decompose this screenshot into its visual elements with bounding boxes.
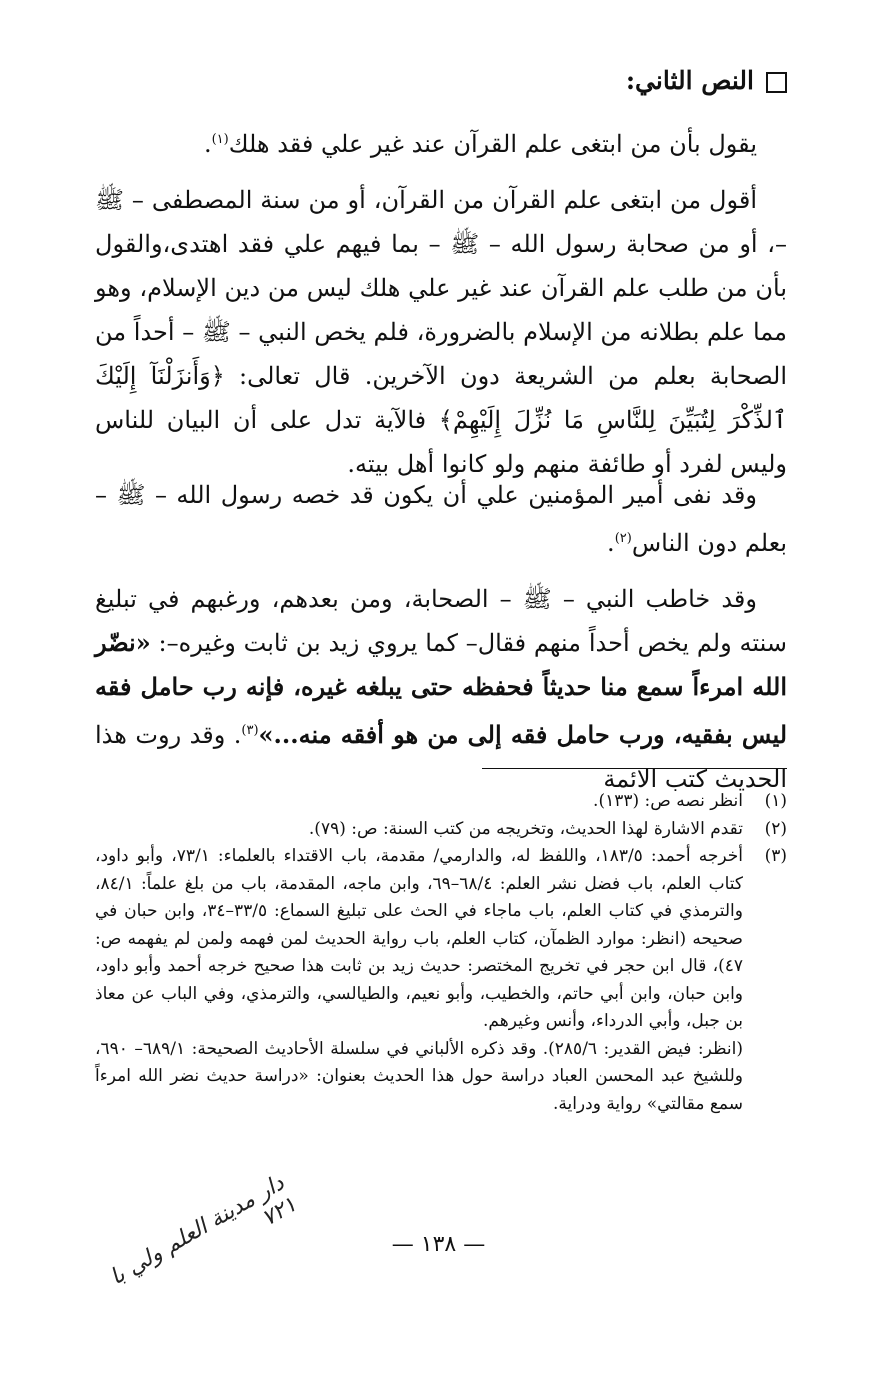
footnote-ref-1: (١)	[211, 132, 229, 147]
footnote-2	[95, 816, 787, 844]
paragraph-4-text-a: وقد خاطب النبي – ﷺ – الصحابة، ومن بعدهم، ورغبهم في تبليغ سنته ولم يخص أحداً منهم فقال– كما يروي زيد بن ثابت وغيره–:	[95, 585, 787, 657]
footnote-text: انظر نصه ص: (١٣٣).	[593, 791, 743, 811]
paragraph-4-text-b: . وقد روت هذا الحديث كتب الائمة	[95, 721, 787, 793]
footnote-3-continued: (انظر: فيض القدير: ٢٨٥/٦). وقد ذكره الألباني في سلسلة الأحاديث الصحيحة: ٦٨٩/١– ٦٩٠، وللشيخ عبد المحسن العباد دراسة حول هذا الحديث بعنوان: «دراسة حديث نضر الله امرءاً سمع مقالتي» رواية ودراية.	[95, 1038, 743, 1114]
footnote-number: (٢)	[764, 818, 787, 839]
paragraph-3-text: وقد نفى أمير المؤمنين علي أن يكون قد خصه رسول الله – ﷺ – بعلم دون الناس	[95, 481, 787, 557]
footnotes	[95, 788, 787, 1118]
footnote-1	[95, 788, 787, 816]
paragraph-2-text: أقول من ابتغى علم القرآن من القرآن، أو من سنة المصطفى – ﷺ –، أو من صحابة رسول الله – ﷺ – بما فيهم علي فقد اهتدى،والقول بأن من طلب علم القرآن عند غير علي هلك ليس من دين الإسلام، وهو مما علم بطلانه من الإسلام بالضرورة، فلم يخص النبي – ﷺ – أحداً من الصحابة بعلم من الشريعة دون الآخرين. قال تعالى: ﴿وَأَنزَلْنَآ إِلَيْكَ ٱلذِّكْرَ لِتُبَيِّنَ لِلنَّاسِ مَا نُزِّلَ إِلَيْهِمْ﴾ فالآية تدل على أن البيان للناس وليس لفرد أو طائفة منهم ولو كانوا أهل بيته.	[95, 186, 788, 478]
checkbox-square-icon	[766, 72, 787, 93]
paragraph-1: يقول بأن من ابتغى علم القرآن عند غير علي فقد هلك$^{(١)}$.	[203, 130, 757, 158]
footnote-text: أخرجه أحمد: ١٨٣/٥، واللفظ له، والدارمي/ مقدمة، باب الاقتداء بالعلماء: ٧٣/١، وأبو داود، كتاب العلم، باب فضل نشر العلم: ٦٨/٤–٦٩، وابن ماجه، المقدمة، باب من بلغ علماً: ٨٤/١، والترمذي في كتاب العلم، باب ماجاء في الحث على تبليغ السماع: ٣٣/٥–٣٤، وابن حبان في صحيحه (انظر: موارد الظمآن، كتاب العلم، باب رواية الحديث لمن فهمه ولمن لم يفهمه ص: ٤٧)، قال ابن حجر في تخريج المختصر: حديث زيد بن ثابت هذا صحيح خرجه أحمد وأبو داود، وابن حبان، وابن أبي حاتم، والخطيب، وأبو نعيم، والطيالسي، والترمذي، وفي الباب عن معاذ بن جبل، وأبي الدرداء، وأنس وغيرهم.	[95, 846, 743, 1031]
section-heading	[95, 66, 787, 95]
footnote-divider	[482, 768, 787, 769]
footnote-ref-2: (٢)	[614, 531, 632, 546]
handwritten-note: دار مدينة العلم ولي با ٧٢١	[105, 1170, 301, 1291]
footnote-3	[95, 843, 787, 1036]
footnote-number: (٣)	[764, 846, 787, 866]
paragraph-3: وقد نفى أمير المؤمنين علي أن يكون قد خصه رسول الله – ﷺ – بعلم دون الناس$^{(٢)}$.	[95, 481, 787, 557]
footnote-number: (١)	[764, 791, 787, 811]
paragraph-1-text: يقول بأن من ابتغى علم القرآن عند غير علي فقد هلك	[228, 130, 757, 158]
hadith-quote: «نضّر الله امرءاً سمع منا حديثاً فحفظه حتى يبلغه غيره، فإنه رب حامل فقه ليس بفقيه، ورب حامل فقه إلى من هو أفقه منه...»	[95, 628, 787, 749]
paragraph-2	[95, 178, 787, 486]
heading-text: النص الثاني:	[625, 66, 754, 95]
page-number: — ١٣٨ —	[391, 1232, 486, 1257]
footnote-text: تقدم الاشارة لهذا الحديث، وتخريجه من كتب السنة: ص: (٧٩).	[308, 818, 743, 839]
footnote-ref-3: (٣)	[241, 723, 259, 738]
